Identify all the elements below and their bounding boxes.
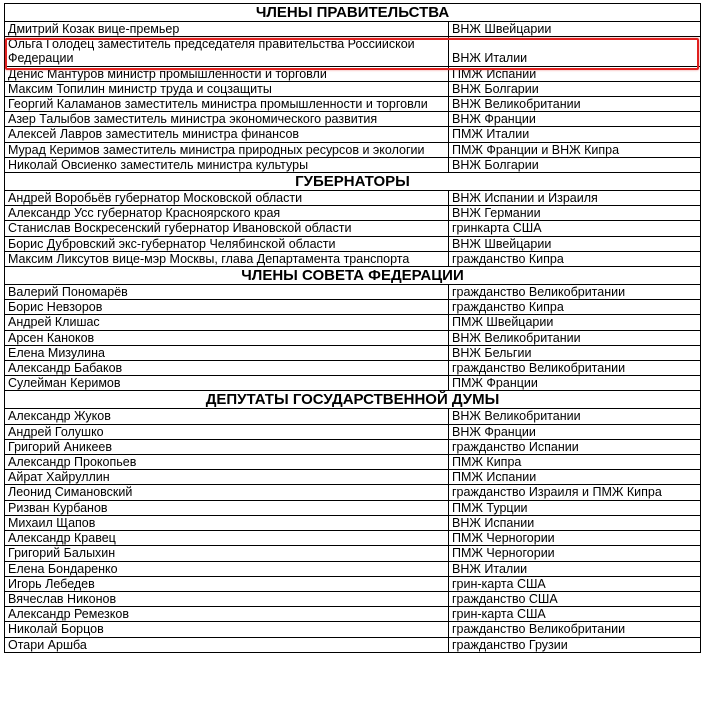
table-row: [5, 591, 701, 606]
status-cell: ПМЖ Кипра: [449, 455, 701, 470]
status-cell: гражданство США: [449, 591, 701, 606]
section-header-row: [5, 391, 701, 409]
table-row: [5, 361, 701, 376]
table-row: [5, 409, 701, 424]
table-row: [5, 97, 701, 112]
person-cell: Станислав Воскресенский губернатор Ивановской области: [5, 221, 449, 236]
person-cell: Николай Овсиенко заместитель министра культуры: [5, 157, 449, 172]
person-cell: Александр Бабаков: [5, 361, 449, 376]
person-cell: Борис Дубровский экс-губернатор Челябинской области: [5, 236, 449, 251]
table-row: [5, 576, 701, 591]
person-cell: Сулейман Керимов: [5, 376, 449, 391]
table-row: [5, 424, 701, 439]
table-row: [5, 485, 701, 500]
table-row: [5, 376, 701, 391]
person-cell: Игорь Лебедев: [5, 576, 449, 591]
status-cell: гражданство Грузии: [449, 637, 701, 652]
section-header-row: [5, 173, 701, 191]
section-title: ЧЛЕНЫ СОВЕТА ФЕДЕРАЦИИ: [5, 267, 701, 285]
status-cell: ВНЖ Швейцарии: [449, 22, 701, 37]
person-cell: Александр Ремезков: [5, 607, 449, 622]
section-title: ДЕПУТАТЫ ГОСУДАРСТВЕННОЙ ДУМЫ: [5, 391, 701, 409]
person-cell: Андрей Воробьёв губернатор Московской области: [5, 191, 449, 206]
status-cell: гражданство Великобритании: [449, 285, 701, 300]
status-cell: гражданство Кипра: [449, 300, 701, 315]
person-cell: Александр Прокопьев: [5, 455, 449, 470]
table-row: [5, 546, 701, 561]
table-row: [5, 127, 701, 142]
person-cell: Борис Невзоров: [5, 300, 449, 315]
person-cell: Арсен Каноков: [5, 330, 449, 345]
status-cell: гражданство Кипра: [449, 251, 701, 266]
person-cell: Алексей Лавров заместитель министра финансов: [5, 127, 449, 142]
status-cell: ПМЖ Франции и ВНЖ Кипра: [449, 142, 701, 157]
table-row: [5, 607, 701, 622]
status-cell: ПМЖ Швейцарии: [449, 315, 701, 330]
person-cell: Леонид Симановский: [5, 485, 449, 500]
person-cell: Александр Усс губернатор Красноярского края: [5, 206, 449, 221]
table-row: [5, 22, 701, 37]
status-cell: гринкарта США: [449, 221, 701, 236]
person-cell: Денис Мантуров министр промышленности и торговли: [5, 66, 449, 81]
status-cell: ВНЖ Болгарии: [449, 157, 701, 172]
status-cell: ВНЖ Италии: [449, 561, 701, 576]
status-cell: ПМЖ Испании: [449, 66, 701, 81]
table-row: [5, 221, 701, 236]
table-row: [5, 112, 701, 127]
person-cell: Андрей Клишас: [5, 315, 449, 330]
table-row: [5, 561, 701, 576]
person-cell: Елена Мизулина: [5, 345, 449, 360]
table-row: [5, 470, 701, 485]
person-cell: Максим Топилин министр труда и соцзащиты: [5, 81, 449, 96]
person-cell: Григорий Аникеев: [5, 439, 449, 454]
section-header-row: [5, 4, 701, 22]
table-row: [5, 66, 701, 81]
status-cell: ВНЖ Германии: [449, 206, 701, 221]
person-cell: Елена Бондаренко: [5, 561, 449, 576]
person-cell: Александр Кравец: [5, 531, 449, 546]
person-cell: Михаил Щапов: [5, 515, 449, 530]
status-cell: ПМЖ Турции: [449, 500, 701, 515]
status-cell: ПМЖ Италии: [449, 127, 701, 142]
status-cell: ВНЖ Бельгии: [449, 345, 701, 360]
person-cell: Андрей Голушко: [5, 424, 449, 439]
table-row: [5, 345, 701, 360]
status-cell: ВНЖ Великобритании: [449, 409, 701, 424]
status-cell: ПМЖ Черногории: [449, 546, 701, 561]
section-header-row: [5, 267, 701, 285]
table-row-highlighted: [5, 37, 701, 66]
table-row: [5, 157, 701, 172]
person-cell: Максим Ликсутов вице-мэр Москвы, глава Департамента транспорта: [5, 251, 449, 266]
table-row: [5, 300, 701, 315]
section-title: ЧЛЕНЫ ПРАВИТЕЛЬСТВА: [5, 4, 701, 22]
officials-table: [4, 3, 701, 653]
status-cell: ВНЖ Франции: [449, 112, 701, 127]
table-row: [5, 251, 701, 266]
table-row: [5, 500, 701, 515]
person-cell: Валерий Пономарёв: [5, 285, 449, 300]
status-cell: гражданство Израиля и ПМЖ Кипра: [449, 485, 701, 500]
table-row: [5, 439, 701, 454]
table-row: [5, 191, 701, 206]
person-cell: Азер Талыбов заместитель министра экономического развития: [5, 112, 449, 127]
status-cell: гражданство Испании: [449, 439, 701, 454]
status-cell: ВНЖ Великобритании: [449, 97, 701, 112]
person-cell: Александр Жуков: [5, 409, 449, 424]
person-cell: Георгий Каламанов заместитель министра промышленности и торговли: [5, 97, 449, 112]
table-row: [5, 515, 701, 530]
table-row: [5, 206, 701, 221]
table-row: [5, 315, 701, 330]
officials-table-body: [5, 4, 701, 653]
status-cell: ПМЖ Испании: [449, 470, 701, 485]
person-cell: Ризван Курбанов: [5, 500, 449, 515]
status-cell: ПМЖ Франции: [449, 376, 701, 391]
status-cell: ВНЖ Швейцарии: [449, 236, 701, 251]
person-cell: Дмитрий Козак вице-премьер: [5, 22, 449, 37]
table-row: [5, 455, 701, 470]
table-row: [5, 81, 701, 96]
status-cell: ВНЖ Испании: [449, 515, 701, 530]
table-row: [5, 236, 701, 251]
person-cell: Григорий Балыхин: [5, 546, 449, 561]
table-row: [5, 285, 701, 300]
table-row: [5, 637, 701, 652]
status-cell: ВНЖ Франции: [449, 424, 701, 439]
status-cell: ВНЖ Болгарии: [449, 81, 701, 96]
section-title: ГУБЕРНАТОРЫ: [5, 173, 701, 191]
table-row: [5, 142, 701, 157]
table-row: [5, 330, 701, 345]
status-cell: грин-карта США: [449, 576, 701, 591]
status-cell: ПМЖ Черногории: [449, 531, 701, 546]
table-row: [5, 531, 701, 546]
status-cell: ВНЖ Италии: [449, 37, 701, 66]
status-cell: ВНЖ Великобритании: [449, 330, 701, 345]
status-cell: гражданство Великобритании: [449, 361, 701, 376]
person-cell: Ольга Голодец заместитель председателя правительства Российской Федерации: [5, 37, 449, 66]
person-cell: Вячеслав Никонов: [5, 591, 449, 606]
person-cell: Мурад Керимов заместитель министра природных ресурсов и экологии: [5, 142, 449, 157]
table-row: [5, 622, 701, 637]
person-cell: Айрат Хайруллин: [5, 470, 449, 485]
status-cell: гражданство Великобритании: [449, 622, 701, 637]
person-cell: Отари Аршба: [5, 637, 449, 652]
person-cell: Николай Борцов: [5, 622, 449, 637]
status-cell: ВНЖ Испании и Израиля: [449, 191, 701, 206]
status-cell: грин-карта США: [449, 607, 701, 622]
